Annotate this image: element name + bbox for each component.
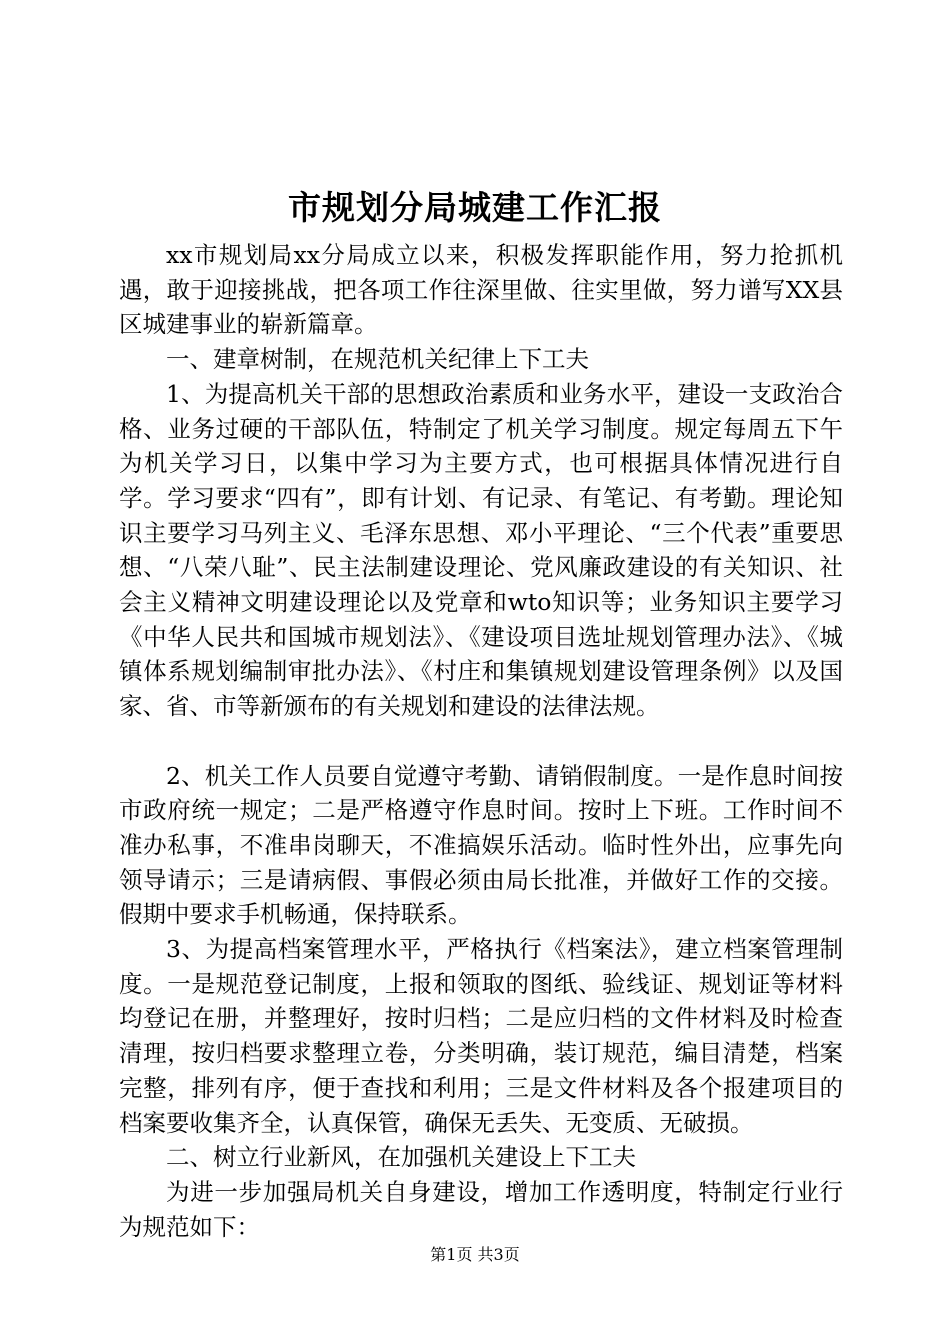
paragraph-item-3: 3、为提高档案管理水平，严格执行《档案法》，建立档案管理制度。一是规范登记制度，上报和领取的图纸、验线证、规划证等材料均登记在册，并整理好，按时归档；二是应归档的文件材料及时检查清理，按归档要求整理立卷，分类明确，装订规范，编目清楚，档案完整，排列有序，便于查找和利用；三是文件材料及各个报建项目的档案要收集齐全，认真保管，确保无丢失、无变质、无破损。: [119, 935, 843, 1137]
paragraph-conduct-intro: 为进一步加强局机关自身建设，增加工作透明度，特制定行业行为规范如下：: [119, 1177, 843, 1241]
paragraph-item-1: 1、为提高机关干部的思想政治素质和业务水平，建设一支政治合格、业务过硬的干部队伍，特制定了机关学习制度。规定每周五下午为机关学习日，以集中学习为主要方式，也可根据具体情况进行自学。学习要求“四有”，即有计划、有记录、有笔记、有考勤。理论知识主要学习马列主义、毛泽东思想、邓小平理论、“三个代表”重要思想、“八荣八耻”、民主法制建设理论、党风廉政建设的有关知识、社会主义精神文明建设理论以及党章和wto知识等；业务知识主要学习《中华人民共和国城市规划法》、《建设项目选址规划管理办法》、《城镇体系规划编制审批办法》、《村庄和集镇规划建设管理条例》以及国家、省、市等新颁布的有关规划和建设的法律法规。: [119, 379, 843, 721]
document-title: 市规划分局城建工作汇报: [288, 188, 662, 227]
paragraph-intro: xx市规划局xx分局成立以来，积极发挥职能作用，努力抢抓机遇，敢于迎接挑战，把各项工作往深里做、往实里做，努力谱写XX县区城建事业的崭新篇章。: [119, 241, 843, 339]
document-body: [119, 238, 843, 1244]
paragraph-item-2: 2、机关工作人员要自觉遵守考勤、请销假制度。一是作息时间按市政府统一规定；二是严格遵守作息时间。按时上下班。工作时间不准办私事，不准串岗聊天，不准搞娱乐活动。临时性外出，应事先向领导请示；三是请病假、事假必须由局长批准，并做好工作的交接。假期中要求手机畅通，保持联系。: [119, 761, 843, 929]
section-heading-1: 一、建章树制，在规范机关纪律上下工夫: [166, 345, 589, 374]
page-footer: 第1页 共3页: [430, 1245, 520, 1264]
section-heading-2: 二、树立行业新风，在加强机关建设上下工夫: [166, 1143, 636, 1172]
